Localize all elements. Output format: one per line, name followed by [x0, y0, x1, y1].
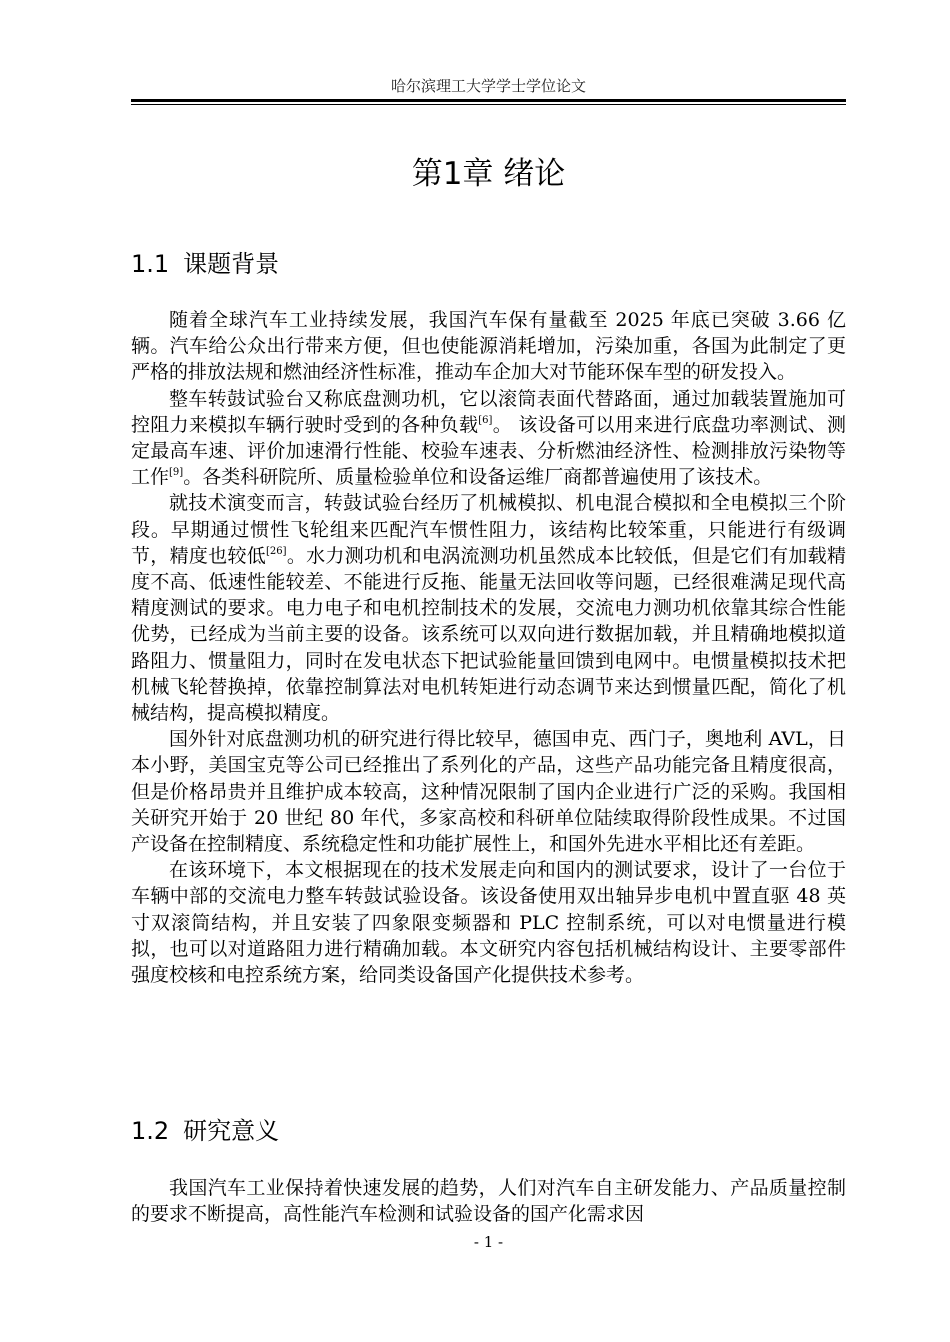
paragraph-text: 。各类科研院所、质量检验单位和设备运维厂商都普遍使用了该技术。 — [183, 466, 773, 489]
section-number: 1.1 — [131, 250, 170, 278]
paragraph — [131, 490, 846, 726]
citation-ref: [9] — [169, 467, 184, 479]
paragraph-text: 随着全球汽车工业持续发展，我国汽车保有量截至 2025 年底已突破 3.66 亿辆。汽车给公众出行带来方便，但也使能源消耗增加，污染加重，各国为此制定了更严格的排放法规和燃油经济性标准，推动车企加大对节能环保车型的研发投入。 — [131, 309, 846, 384]
section-body-1-2 — [131, 1175, 846, 1227]
citation-ref: [26] — [266, 545, 287, 557]
section-number: 1.2 — [131, 1117, 170, 1145]
paragraph — [131, 386, 846, 491]
paragraph — [131, 857, 846, 988]
paragraph-text: 就技术演变而言，转鼓试验台经历了机械模拟、机电混合模拟和全电模拟三个阶段。早期通过惯性飞轮组来匹配汽车惯性阻力，该结构比较笨重，只能进行有级调节，精度也较低 — [131, 492, 846, 567]
running-header: 哈尔滨理工大学学士学位论文 — [390, 77, 586, 95]
paragraph — [131, 1175, 846, 1227]
paragraph — [131, 307, 846, 386]
paragraph-text: 我国汽车工业保持着快速发展的趋势，人们对汽车自主研发能力、产品质量控制的要求不断提高，高性能汽车检测和试验设备的国产化需求因 — [131, 1177, 846, 1226]
header-rule-thin — [131, 104, 846, 105]
paragraph-text: 在该环境下，本文根据现在的技术发展走向和国内的测试要求，设计了一台位于车辆中部的交流电力整车转鼓试验设备。该设备使用双出轴异步电机中置直驱 48 英寸双滚筒结构，并且安装了四象限变频器和 PLC 控制系统，可以对电惯量进行模拟，也可以对道路阻力进行精确加载。本文研究内容包括机械结构设计、主要零部件强度校核和电控系统方案，给同类设备国产化提供技术参考。 — [131, 859, 846, 987]
paragraph-text: 。 该设备可以用来进行底盘功率测试、测定最高车速、评价加速滑行性能、校验车速表、分析燃油经济性、检测排放污染物等工作 — [131, 413, 846, 489]
section-heading-1-1 — [131, 246, 846, 282]
page-number: - 1 - — [473, 1233, 504, 1251]
citation-ref: [6] — [478, 414, 493, 426]
paragraph — [131, 726, 846, 857]
paragraph-text: 整车转鼓试验台又称底盘测功机，它以滚筒表面代替路面，通过加载装置施加可控阻力来模拟车辆行驶时受到的各种负载 — [131, 387, 846, 436]
section-body-1-1 — [131, 307, 846, 988]
section-title: 研究意义 — [183, 1117, 280, 1145]
chapter-title: 第1章 绪论 — [411, 156, 566, 192]
header-rule-thick — [131, 99, 846, 102]
section-title: 课题背景 — [183, 250, 280, 278]
paragraph-text: 。水力测功机和电涡流测功机虽然成本比较低，但是它们有加载精度不高、低速性能较差、不能进行反拖、能量无法回收等问题，已经很难满足现代高精度测试的要求。电力电子和电机控制技术的发展，交流电力测功机依靠其综合性能优势，已经成为当前主要的设备。该系统可以双向进行数据加载，并且精确地模拟道路阻力、惯量阻力，同时在发电状态下把试验能量回馈到电网中。电惯量模拟技术把机械飞轮替换掉，依靠控制算法对电机转矩进行动态调节来达到惯量匹配，简化了机械结构，提高模拟精度。 — [131, 544, 846, 725]
section-heading-1-2 — [131, 1113, 846, 1149]
paragraph-text: 国外针对底盘测功机的研究进行得比较早，德国申克、西门子，奥地利 AVL，日本小野，美国宝克等公司已经推出了系列化的产品，这些产品功能完备且精度很高，但是价格昂贵并且维护成本较高，这种情况限制了国内企业进行广泛的采购。我国相关研究开始于 20 世纪 80 年代，多家高校和科研单位陆续取得阶段性成果。不过国产设备在控制精度、系统稳定性和功能扩展性上，和国外先进水平相比还有差距。 — [131, 728, 846, 856]
